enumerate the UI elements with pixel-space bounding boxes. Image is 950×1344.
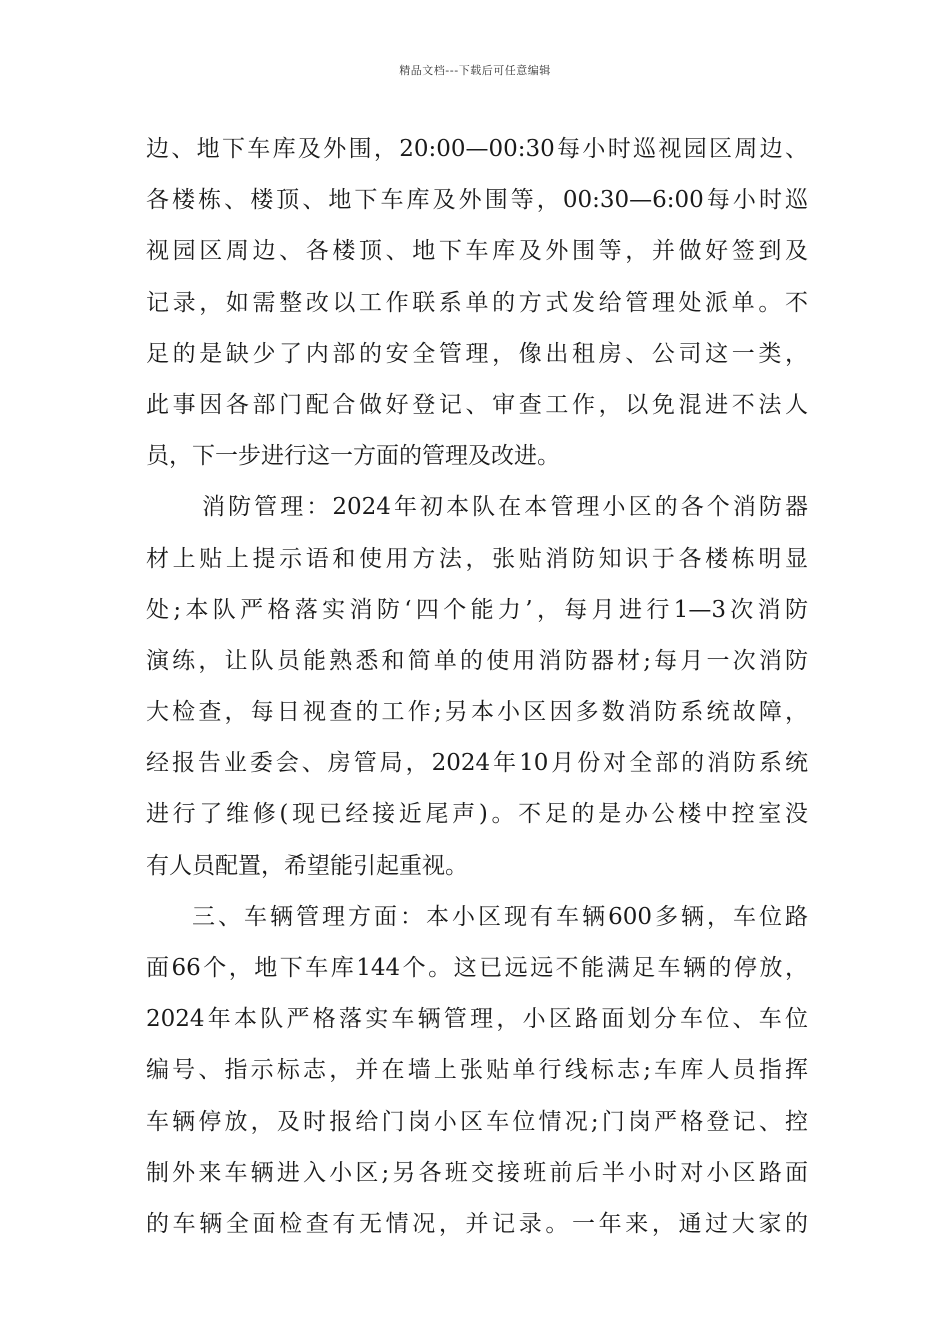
text-line: 车辆停放，及时报给门岗小区车位情况;门岗严格登记、控 (146, 1108, 808, 1135)
text-line: 制外来车辆进入小区;另各班交接班前后半小时对小区路面 (146, 1159, 808, 1186)
page-header: 精品文档---下载后可任意编辑 (399, 64, 551, 77)
text-line: 大检查，每日视查的工作;另本小区因多数消防系统故障， (146, 699, 808, 726)
text-line: 消防管理：2024年初本队在本管理小区的各个消防器 (202, 494, 808, 521)
text-line: 的车辆全面检查有无情况，并记录。一年来，通过大家的 (146, 1210, 808, 1237)
text-line: 视园区周边、各楼顶、地下车库及外围等，并做好签到及 (146, 238, 808, 265)
text-line: 有人员配置，希望能引起重视。 (146, 852, 468, 879)
paragraph-fire-management (146, 482, 808, 892)
text-line: 处;本队严格落实消防‘四个能力’，每月进行1—3次消防 (146, 596, 808, 623)
paragraph-vehicle-management (146, 892, 808, 1250)
text-line: 面66个，地下车库144个。这已远远不能满足车辆的停放， (146, 955, 808, 981)
text-line: 员，下一步进行这一方面的管理及改进。 (146, 443, 560, 470)
document-body (146, 124, 808, 1250)
text-line: 三、车辆管理方面：本小区现有车辆600多辆，车位路 (192, 903, 808, 930)
text-line: 材上贴上提示语和使用方法，张贴消防知识于各楼栋明显 (146, 545, 808, 572)
text-line: 演练，让队员能熟悉和简单的使用消防器材;每月一次消防 (146, 647, 808, 674)
text-line: 各楼栋、楼顶、地下车库及外围等，00:30—6:00每小时巡 (146, 187, 808, 214)
text-line: 足的是缺少了内部的安全管理，像出租房、公司这一类， (146, 340, 808, 367)
text-line: 编号、指示标志，并在墙上张贴单行线标志;车库人员指挥 (146, 1057, 808, 1084)
text-line: 此事因各部门配合做好登记、审查工作，以免混进不法人 (146, 391, 808, 418)
paragraph-security-patrol (146, 124, 808, 482)
text-line: 边、地下车库及外围，20:00—00:30每小时巡视园区周边、 (146, 136, 808, 162)
text-line: 记录，如需整改以工作联系单的方式发给管理处派单。不 (146, 289, 808, 316)
text-line: 经报告业委会、房管局，2024年10月份对全部的消防系统 (146, 750, 808, 777)
text-line: 2024年本队严格落实车辆管理，小区路面划分车位、车位 (146, 1006, 808, 1033)
text-line: 进行了维修(现已经接近尾声)。不足的是办公楼中控室没 (146, 801, 808, 828)
